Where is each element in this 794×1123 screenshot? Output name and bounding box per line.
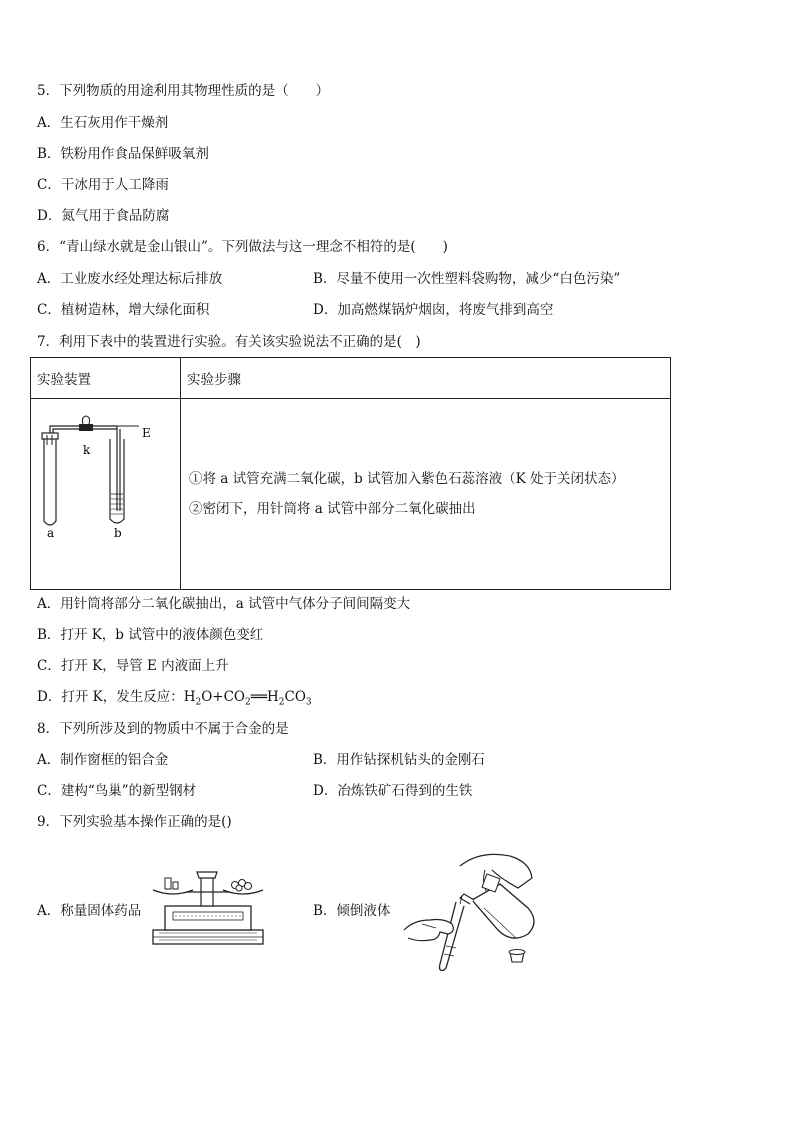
label-k: k — [83, 443, 91, 457]
q7-option-c: C．打开 K，导管 E 内液面上升 — [37, 658, 229, 674]
q6-option-d: D．加高燃煤锅炉烟囱，将废气排到高空 — [313, 302, 554, 318]
q8-stem: 8．下列所涉及到的物质中不属于合金的是 — [37, 721, 289, 737]
q6-option-b: B．尽量不使用一次性塑料袋购物，减少“白色污染” — [313, 271, 621, 287]
q5-stem: 5．下列物质的用途利用其物理性质的是（ ） — [37, 83, 330, 99]
experiment-table — [30, 357, 671, 590]
tube-a — [44, 439, 56, 525]
tube-a-stopper — [42, 433, 58, 439]
q8-option-a: A．制作窗框的铝合金 — [37, 752, 169, 768]
q5-option-d: D．氮气用于食品防腐 — [37, 208, 170, 224]
step-1: ①将 a 试管充满二氧化碳，b 试管加入紫色石蕊溶液（K 处于关闭状态） — [189, 471, 625, 487]
balance-illustration — [145, 860, 270, 950]
q8-option-c: C．建构“鸟巢”的新型钢材 — [37, 783, 197, 799]
q6-stem: 6．“青山绿水就是金山银山”。下列做法与这一理念不相符的是( ) — [37, 239, 448, 255]
table-header-apparatus: 实验装置 — [31, 358, 181, 399]
apparatus-diagram — [31, 399, 181, 585]
q8-option-d: D．冶炼铁矿石得到的生铁 — [313, 783, 473, 799]
q7-option-a: A．用针筒将部分二氧化碳抽出，a 试管中气体分子间间隔变大 — [37, 596, 411, 612]
pouring-illustration — [400, 848, 550, 973]
q6-option-c: C．植树造林，增大绿化面积 — [37, 302, 210, 318]
steps-cell — [181, 399, 671, 590]
q9-stem: 9．下列实验基本操作正确的是() — [37, 814, 232, 830]
label-b: b — [114, 526, 122, 540]
q6-option-a: A．工业废水经处理达标后排放 — [37, 271, 223, 287]
label-e: E — [142, 426, 151, 440]
q7-stem: 7．利用下表中的装置进行实验。有关该实验说法不正确的是( ) — [37, 334, 421, 350]
q9-option-b: B．倾倒液体 — [313, 903, 391, 919]
step-2: ②密闭下，用针筒将 a 试管中部分二氧化碳抽出 — [189, 501, 476, 517]
q9-option-a: A．称量固体药品 — [37, 903, 142, 919]
q7-option-b: B．打开 K，b 试管中的液体颜色变红 — [37, 627, 264, 643]
q7-option-d-text: D．打开 K，发生反应： — [37, 689, 184, 705]
q7-option-d — [37, 688, 312, 712]
label-a: a — [47, 526, 55, 540]
table-header-steps: 实验步骤 — [181, 358, 671, 399]
apparatus-cell — [31, 399, 181, 590]
clamp-handle — [82, 416, 89, 424]
equation: $H_2O+CO_2══H_2CO_3$ — [183, 689, 312, 708]
clamp-k — [79, 424, 93, 431]
q5-option-b: B．铁粉用作食品保鲜吸氧剂 — [37, 146, 209, 162]
q5-option-c: C．干冰用于人工降雨 — [37, 177, 169, 193]
q8-option-b: B．用作钻探机钻头的金刚石 — [313, 752, 485, 768]
q5-option-a: A．生石灰用作干燥剂 — [37, 115, 169, 131]
